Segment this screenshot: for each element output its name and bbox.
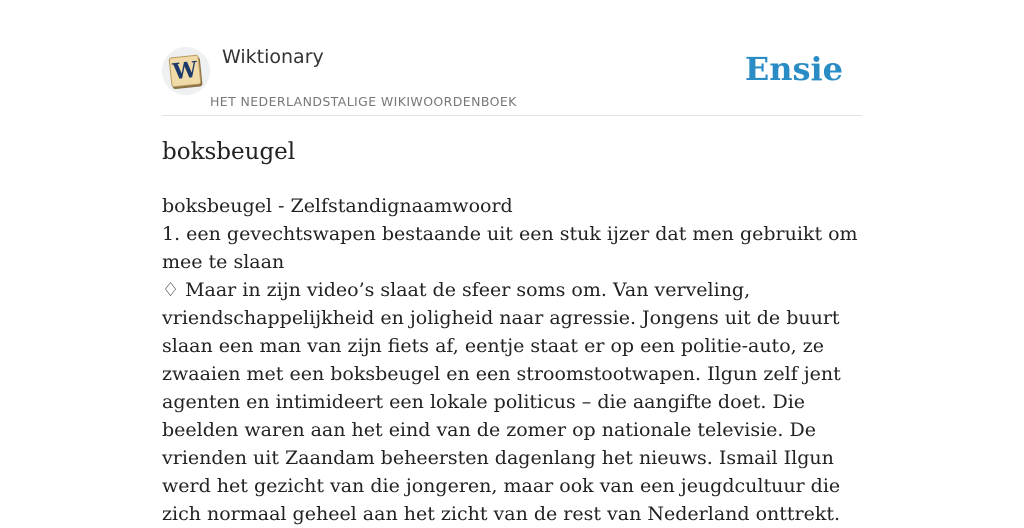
site-title[interactable]: Wiktionary bbox=[222, 46, 324, 68]
page-title: boksbeugel bbox=[162, 139, 296, 165]
entry-definition: 1. een gevechtswapen bestaande uit een stuk ijzer dat men gebruikt om mee te slaan bbox=[162, 223, 858, 273]
entry-content bbox=[162, 192, 867, 528]
ensie-brand-logo[interactable]: Ensie bbox=[744, 50, 843, 88]
puzzle-tile-icon bbox=[169, 55, 202, 88]
entry-example: ♢ Maar in zijn video’s slaat de sfeer soms om. Van verveling, vriendschappelijkheid en joligheid naar agressie. Jongens uit de buurt slaan een man van zijn fiets af, eentje staat er op een politie-auto, ze zwaaien met een boksbeugel en een stroomstootwapen. Ilgun zelf jent agenten en intimideert een lokale politicus – die aangifte doet. Die beelden waren aan het eind van de zomer op nationale televisie. De vrienden uit Zaandam beheersten dagenlang het nieuws. Ismail Ilgun werd het gezicht van die jongeren, maar ook van een jeugdcultuur die zich normaal geheel aan het zicht van de rest van Nederland onttrekt. bbox=[162, 279, 841, 525]
entry-heading: boksbeugel - Zelfstandignaamwoord bbox=[162, 195, 513, 217]
wiktionary-logo[interactable] bbox=[162, 47, 210, 95]
logo-letter: W bbox=[171, 56, 199, 86]
site-subtitle: HET NEDERLANDSTALIGE WIKIWOORDENBOEK bbox=[210, 94, 517, 109]
header-divider bbox=[162, 115, 862, 116]
